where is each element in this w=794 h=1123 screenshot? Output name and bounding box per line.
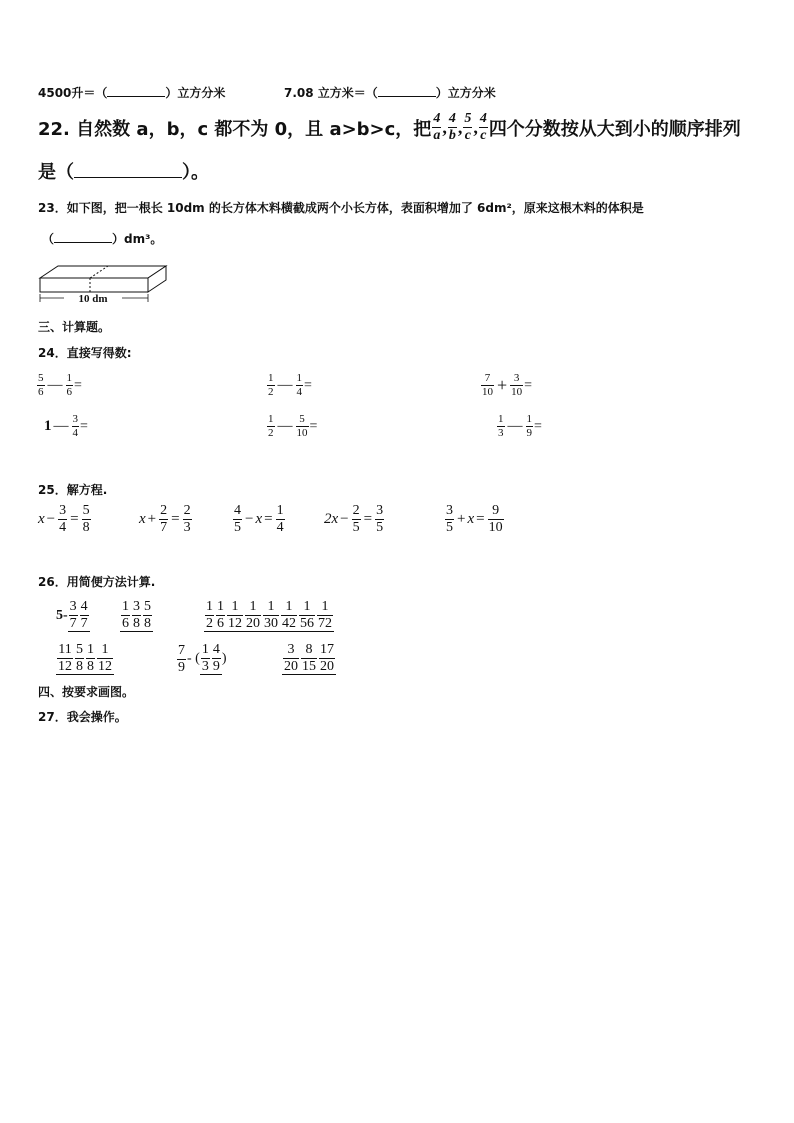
equation: x − $\frac{3}{4}$ = $\frac{5}{8}$ bbox=[38, 503, 90, 535]
question-25-title: 25．解方程. bbox=[38, 483, 108, 497]
question-27-title: 27．我会操作。 bbox=[38, 710, 127, 724]
fraction: $\frac{4}{b}$ bbox=[448, 111, 456, 143]
cuboid-figure bbox=[36, 262, 170, 308]
answer-blank[interactable] bbox=[107, 85, 165, 97]
oral-calc-item: 1 — $\frac{3}{4}$ = bbox=[44, 413, 88, 439]
simplify-expression: $\frac{7}{9}$ - ( $\frac{1}{3}$ $\frac{4}{9}$ ) bbox=[178, 642, 227, 675]
simplify-expression: $\frac{1}{6}$ $\frac{3}{8}$ $\frac{5}{8}$ bbox=[122, 599, 151, 631]
simplify-expression: $\frac{3}{20}$ $\frac{8}{15}$ $\frac{17}{20}$ bbox=[284, 642, 334, 674]
question-22-line2: 是（ ）。 bbox=[38, 162, 209, 183]
answer-blank[interactable] bbox=[54, 231, 112, 243]
equation: x + $\frac{2}{7}$ = $\frac{2}{3}$ bbox=[139, 503, 191, 535]
question-24-title: 24．直接写得数: bbox=[38, 346, 132, 360]
simplify-expression: $\frac{1}{2}$ $\frac{1}{6}$ $\frac{1}{12}$ $\frac{1}{20}$ $\frac{1}{30}$ $\frac{1}{42}$ $\frac{1}{56}$ $\frac{1}{72}$ bbox=[206, 599, 332, 631]
question-22: 22. 自然数 a，b，c 都不为 0，且 a>b>c，把 $\frac{4}{a}$ , $\frac{4}{b}$ , $\frac{5}{c}$ , $\frac{4}{c}$ 四个分数按从大到小的顺序排列 bbox=[38, 111, 741, 143]
equation: $\frac{4}{5}$ − x = $\frac{1}{4}$ bbox=[234, 503, 284, 535]
fraction: $\frac{4}{a}$ bbox=[433, 111, 441, 143]
oral-calc-item: $\frac{1}{2}$ — $\frac{5}{10}$ = bbox=[268, 413, 318, 439]
answer-blank[interactable] bbox=[378, 85, 436, 97]
oral-calc-item: $\frac{1}{3}$ — $\frac{1}{9}$ = bbox=[498, 413, 542, 439]
section-3-title: 三、计算题。 bbox=[38, 320, 111, 334]
fraction: $\frac{4}{c}$ bbox=[479, 111, 487, 143]
oral-calc-item: $\frac{5}{6}$ — $\frac{1}{6}$ = bbox=[38, 372, 82, 398]
section-4-title: 四、按要求画图。 bbox=[38, 685, 135, 699]
oral-calc-item: $\frac{1}{2}$ — $\frac{1}{4}$ = bbox=[268, 372, 312, 398]
equation: 2x − $\frac{2}{5}$ = $\frac{3}{5}$ bbox=[324, 503, 384, 535]
fraction: $\frac{5}{c}$ bbox=[464, 111, 472, 143]
question-23-answer: （ ）dm³。 bbox=[42, 232, 163, 246]
figure-length-label: 10 dm bbox=[78, 293, 108, 305]
simplify-expression: $\frac{11}{12}$ $\frac{5}{8}$ $\frac{1}{8}$ $\frac{1}{12}$ bbox=[58, 642, 112, 674]
oral-calc-item: $\frac{7}{10}$ + $\frac{3}{10}$ = bbox=[482, 372, 533, 398]
equation: $\frac{3}{5}$ + x = $\frac{9}{10}$ bbox=[446, 503, 503, 535]
question-23: 23．如下图，把一根长 10dm 的长方体木料横截成两个小长方体，表面积增加了 6dm²，原来这根木料的体积是 bbox=[38, 201, 644, 215]
unit-conversion-2: 7.08 立方米＝（ ）立方分米 bbox=[284, 86, 496, 100]
simplify-expression: 5- $\frac{3}{7}$ $\frac{4}{7}$ bbox=[56, 599, 88, 631]
question-26-title: 26．用简便方法计算. bbox=[38, 575, 156, 589]
answer-blank[interactable] bbox=[74, 163, 182, 178]
unit-conversion-1: 4500升＝（ ）立方分米 bbox=[38, 86, 226, 100]
